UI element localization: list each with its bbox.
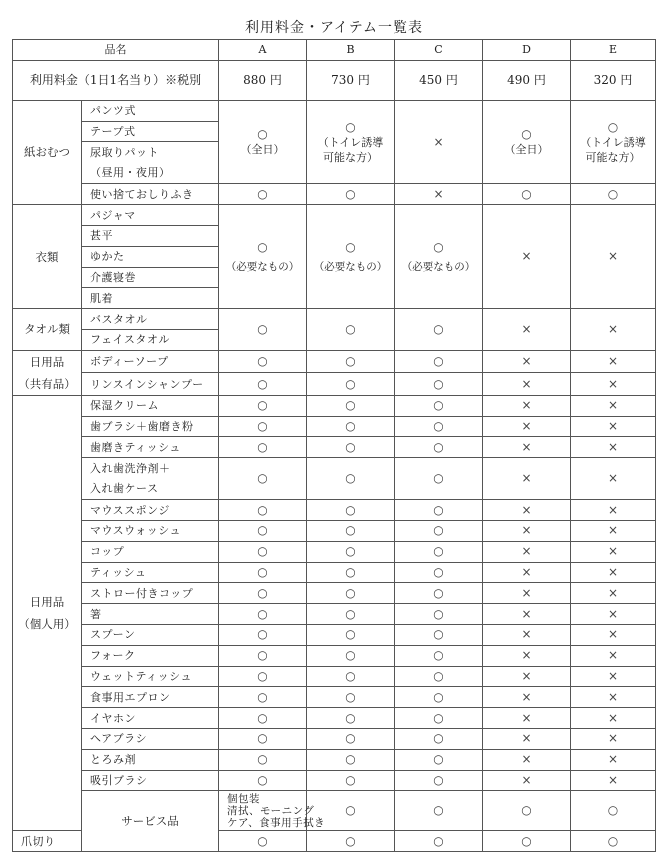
- table-row: [13, 416, 656, 437]
- table-row: [13, 520, 656, 541]
- item-undergarment: 肌着: [82, 288, 219, 309]
- table-row: [13, 687, 656, 708]
- cell-e: ×: [571, 645, 656, 666]
- item-face-towel: フェイスタオル: [82, 329, 219, 350]
- cell-b: ○: [307, 728, 395, 749]
- table-row: [13, 604, 656, 625]
- cell-e: ×: [571, 500, 656, 521]
- ok-mark: ○: [345, 239, 356, 254]
- item-tape: テープ式: [82, 121, 219, 142]
- cell-c: ○: [395, 395, 483, 416]
- item-body-soap: ボディーソープ: [82, 350, 219, 373]
- towel-d: ×: [483, 309, 571, 351]
- cell-d: ×: [483, 749, 571, 770]
- cell-d: ×: [483, 583, 571, 604]
- table-row: [13, 562, 656, 583]
- cell-a: ○: [219, 184, 307, 205]
- cell-e: ○: [571, 184, 656, 205]
- category-diaper: 紙おむつ: [13, 100, 82, 204]
- price-e: 320 円: [571, 60, 656, 100]
- price-a: 880 円: [219, 60, 307, 100]
- header-plan-a: A: [219, 40, 307, 61]
- cell-e: ×: [571, 541, 656, 562]
- item-nail-clippers: 爪切り: [13, 831, 82, 852]
- cell-a: ○: [219, 708, 307, 729]
- cell-b: ○: [307, 520, 395, 541]
- cell-c: ○: [395, 373, 483, 396]
- clothing-a: [219, 205, 307, 309]
- cell-a: ○: [219, 604, 307, 625]
- cell-e: ×: [571, 458, 656, 500]
- cell-d: ○: [483, 184, 571, 205]
- cell-d: ×: [483, 687, 571, 708]
- category-personal-line2: （個人用）: [18, 617, 76, 632]
- cell-e: ×: [571, 395, 656, 416]
- cell-a: ○: [219, 395, 307, 416]
- cell-e: ×: [571, 604, 656, 625]
- cell-a: ○: [219, 373, 307, 396]
- note-toilet-line2: 可能な方）: [323, 150, 378, 164]
- cell-c: ○: [395, 604, 483, 625]
- category-shared: [13, 350, 82, 395]
- ok-mark: ○: [607, 119, 619, 134]
- cell-c: ○: [395, 562, 483, 583]
- item-apron: 食事用エプロン: [82, 687, 219, 708]
- table-row: [13, 645, 656, 666]
- table-row: [13, 728, 656, 749]
- cell-d: ×: [483, 562, 571, 583]
- ok-mark: ○: [257, 239, 268, 254]
- cell-a: ○: [219, 416, 307, 437]
- category-service: サービス品: [82, 791, 219, 852]
- cell-b: ○: [307, 395, 395, 416]
- cell-b: ○: [307, 770, 395, 791]
- towel-b: ○: [307, 309, 395, 351]
- cell-c: ○: [395, 749, 483, 770]
- towel-e: ×: [571, 309, 656, 351]
- item-jinbei: 甚平: [82, 225, 219, 246]
- table-row: [13, 708, 656, 729]
- price-item-table: [12, 39, 656, 852]
- cell-b: ○: [307, 437, 395, 458]
- cell-e: ×: [571, 728, 656, 749]
- item-pack-line2: 清拭、モーニング: [227, 804, 315, 817]
- cell-a: ○: [219, 831, 307, 852]
- item-nightwear: 介護寝巻: [82, 267, 219, 288]
- category-personal-line1: 日用品: [29, 595, 65, 610]
- cell-d: ×: [483, 624, 571, 645]
- cell-c: ○: [395, 645, 483, 666]
- cell-d: ×: [483, 645, 571, 666]
- table-row: [13, 373, 656, 396]
- diaper-d: [483, 100, 571, 184]
- item-pack-line3: ケア、食事用手拭き: [227, 816, 326, 829]
- table-row: [13, 791, 656, 831]
- item-tissue: ティッシュ: [82, 562, 219, 583]
- cell-a: ○: [219, 350, 307, 373]
- item-cup: コップ: [82, 541, 219, 562]
- cell-c: ○: [395, 666, 483, 687]
- cell-c: ○: [395, 831, 483, 852]
- diaper-a: [219, 100, 307, 184]
- price-c: 450 円: [395, 60, 483, 100]
- note-needed: （必要なもの）: [313, 260, 388, 273]
- item-bath-towel: バスタオル: [82, 309, 219, 330]
- item-pad-line1: 尿取りパット: [90, 145, 159, 159]
- cell-a: ○: [219, 562, 307, 583]
- price-row: [13, 60, 656, 100]
- cell-e: ×: [571, 666, 656, 687]
- cell-b: ○: [307, 562, 395, 583]
- cell-d: ×: [483, 728, 571, 749]
- cell-d: ×: [483, 350, 571, 373]
- cell-e: ×: [571, 416, 656, 437]
- header-item-name: 品名: [13, 40, 219, 61]
- clothing-c: [395, 205, 483, 309]
- cell-a: ○: [219, 687, 307, 708]
- cell-c: ○: [395, 437, 483, 458]
- note-all-day: （全日）: [504, 143, 549, 157]
- cell-d: ×: [483, 416, 571, 437]
- header-plan-b: B: [307, 40, 395, 61]
- item-denture: [82, 458, 219, 500]
- cell-d: ×: [483, 770, 571, 791]
- cell-a: ○: [219, 645, 307, 666]
- cell-c: ○: [395, 350, 483, 373]
- item-pajama: パジャマ: [82, 205, 219, 226]
- price-d: 490 円: [483, 60, 571, 100]
- note-toilet-line1: （トイレ誘導: [580, 135, 646, 149]
- diaper-b: [307, 100, 395, 184]
- cell-d: ×: [483, 604, 571, 625]
- cell-a: ○: [219, 520, 307, 541]
- cell-d: ×: [483, 666, 571, 687]
- clothing-d: ×: [483, 205, 571, 309]
- cell-c: ○: [483, 791, 571, 831]
- cell-d: ×: [483, 520, 571, 541]
- cell-b: ○: [307, 624, 395, 645]
- cell-c: ×: [395, 184, 483, 205]
- cell-d: ×: [483, 458, 571, 500]
- cell-e: ×: [571, 583, 656, 604]
- price-label: 利用料金（1日1名当り）※税別: [13, 60, 219, 100]
- cell-e: ×: [571, 770, 656, 791]
- table-row: [13, 458, 656, 500]
- cell-c: ○: [395, 500, 483, 521]
- cell-d: ×: [483, 500, 571, 521]
- header-plan-e: E: [571, 40, 656, 61]
- table-row: [13, 541, 656, 562]
- cell-c: ○: [395, 541, 483, 562]
- item-hairbrush: ヘアブラシ: [82, 728, 219, 749]
- page-title: 利用料金・アイテム一覧表: [244, 20, 424, 36]
- cell-d: ×: [483, 708, 571, 729]
- item-shampoo: リンスインシャンプー: [82, 373, 219, 396]
- cell-a: ○: [219, 541, 307, 562]
- cell-e: ×: [571, 520, 656, 541]
- cell-b: ○: [307, 708, 395, 729]
- cell-c: ○: [395, 687, 483, 708]
- towel-c: ○: [395, 309, 483, 351]
- cell-a: ○: [219, 666, 307, 687]
- cell-a: ○: [219, 500, 307, 521]
- item-spoon: スプーン: [82, 624, 219, 645]
- header-plan-d: D: [483, 40, 571, 61]
- cell-c: ○: [395, 458, 483, 500]
- ok-mark: ○: [257, 127, 268, 142]
- towel-a: ○: [219, 309, 307, 351]
- item-moist-cream: 保湿クリーム: [82, 395, 219, 416]
- cell-c: ○: [395, 520, 483, 541]
- cell-c: ○: [395, 416, 483, 437]
- item-suction-brush: 吸引ブラシ: [82, 770, 219, 791]
- item-pad: [82, 142, 219, 184]
- note-toilet-line2: 可能な方）: [585, 150, 641, 164]
- cell-e: ×: [571, 708, 656, 729]
- cell-e: ×: [571, 562, 656, 583]
- item-pack: [219, 791, 326, 831]
- note-all-day: （全日）: [240, 143, 285, 157]
- cell-b: ○: [307, 373, 395, 396]
- cell-a: ○: [219, 583, 307, 604]
- cell-b: ○: [307, 458, 395, 500]
- cell-b: ○: [307, 583, 395, 604]
- cell-a: ○: [219, 770, 307, 791]
- category-shared-line2: （共有品）: [18, 376, 76, 391]
- cell-b: ○: [307, 749, 395, 770]
- diaper-c: ×: [395, 100, 483, 184]
- item-wipes: 使い捨ておしりふき: [82, 184, 219, 205]
- cell-c: ○: [395, 728, 483, 749]
- cell-c: ○: [395, 708, 483, 729]
- cell-c: ○: [395, 583, 483, 604]
- cell-b: ○: [307, 604, 395, 625]
- item-mouth-sponge: マウススポンジ: [82, 500, 219, 521]
- table-row: [13, 624, 656, 645]
- cell-c: ○: [395, 770, 483, 791]
- cell-e: ×: [571, 624, 656, 645]
- table-row: [13, 309, 656, 330]
- category-clothing: 衣類: [13, 205, 82, 309]
- cell-a: ○: [219, 749, 307, 770]
- table-row: [13, 583, 656, 604]
- item-earphones: イヤホン: [82, 708, 219, 729]
- item-thickener: とろみ剤: [82, 749, 219, 770]
- cell-e: ×: [571, 687, 656, 708]
- item-tooth-tissue: 歯磨きティッシュ: [82, 437, 219, 458]
- cell-a: ○: [219, 437, 307, 458]
- cell-b: ○: [307, 541, 395, 562]
- cell-e: ×: [571, 350, 656, 373]
- cell-b: ○: [395, 791, 483, 831]
- table-row: [13, 749, 656, 770]
- item-mouthwash: マウスウォッシュ: [82, 520, 219, 541]
- item-denture-line2: 入れ歯ケース: [90, 481, 159, 495]
- diaper-e: [571, 100, 656, 184]
- cell-a: ○: [219, 458, 307, 500]
- cell-d: ○: [483, 831, 571, 852]
- table-row: [13, 350, 656, 373]
- cell-b: ○: [307, 687, 395, 708]
- item-pad-line2: （昼用・夜用）: [90, 165, 171, 179]
- category-towel: タオル類: [13, 309, 82, 351]
- table-row: [13, 666, 656, 687]
- cell-a: ○: [307, 791, 395, 831]
- note-needed: （必要なもの）: [401, 260, 476, 273]
- cell-d: ×: [483, 541, 571, 562]
- table-row: [13, 437, 656, 458]
- cell-b: ○: [307, 645, 395, 666]
- cell-d: ○: [571, 791, 656, 831]
- table-row: [13, 500, 656, 521]
- cell-b: ○: [307, 500, 395, 521]
- cell-d: ×: [483, 373, 571, 396]
- header-row: [13, 40, 656, 61]
- cell-d: ×: [483, 437, 571, 458]
- category-shared-line1: 日用品: [29, 354, 65, 369]
- item-yukata: ゆかた: [82, 246, 219, 267]
- price-b: 730 円: [307, 60, 395, 100]
- item-fork: フォーク: [82, 645, 219, 666]
- note-toilet-line1: （トイレ誘導: [317, 135, 384, 149]
- item-denture-line1: 入れ歯洗浄剤＋: [90, 461, 171, 475]
- cell-c: ○: [395, 624, 483, 645]
- item-pants: パンツ式: [82, 100, 219, 121]
- table-row: [13, 205, 656, 226]
- cell-b: ○: [307, 831, 395, 852]
- cell-e: ○: [571, 831, 656, 852]
- item-pack-line1: 個包装: [227, 792, 260, 805]
- table-row: [13, 770, 656, 791]
- cell-b: ○: [307, 416, 395, 437]
- cell-b: ○: [307, 350, 395, 373]
- clothing-e: ×: [571, 205, 656, 309]
- item-wet-tissue: ウェットティッシュ: [82, 666, 219, 687]
- cell-a: ○: [219, 728, 307, 749]
- cell-e: ×: [571, 373, 656, 396]
- cell-d: ×: [483, 395, 571, 416]
- cell-e: ×: [571, 437, 656, 458]
- table-row: [13, 184, 656, 205]
- category-personal: [13, 395, 82, 831]
- cell-a: ○: [219, 624, 307, 645]
- table-row: [13, 100, 656, 121]
- ok-mark: ○: [345, 119, 356, 134]
- header-plan-c: C: [395, 40, 483, 61]
- item-toothbrush: 歯ブラシ＋歯磨き粉: [82, 416, 219, 437]
- ok-mark: ○: [433, 239, 444, 254]
- item-straw-cup: ストロー付きコップ: [82, 583, 219, 604]
- ok-mark: ○: [521, 127, 532, 142]
- cell-b: ○: [307, 666, 395, 687]
- cell-e: ×: [571, 749, 656, 770]
- note-needed: （必要なもの）: [225, 260, 300, 273]
- clothing-b: [307, 205, 395, 309]
- item-chopsticks: 箸: [82, 604, 219, 625]
- table-row: [13, 395, 656, 416]
- cell-b: ○: [307, 184, 395, 205]
